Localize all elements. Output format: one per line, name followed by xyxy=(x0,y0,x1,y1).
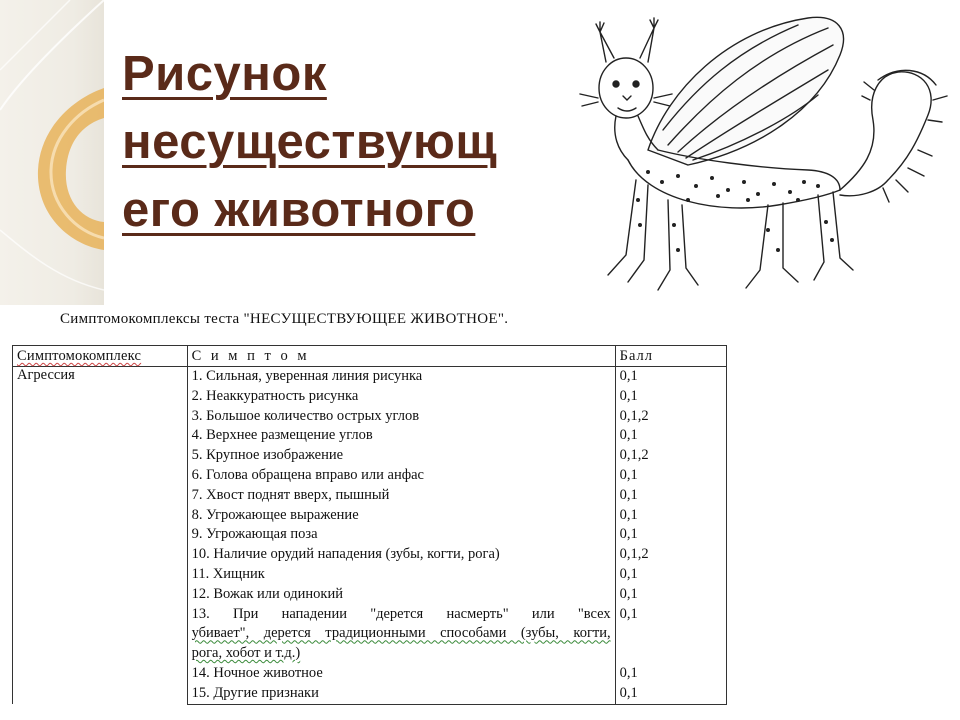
symptom-text: 7. Хвост поднят вверх, пышный xyxy=(191,486,390,503)
score-cell xyxy=(615,446,726,466)
symptom-cell xyxy=(187,506,615,526)
symptom-cell xyxy=(187,407,615,427)
symptom-text-line-3: рога, хобот и т.д.) xyxy=(191,645,301,662)
fantasy-animal-drawing-icon xyxy=(578,0,960,305)
table-row xyxy=(13,367,727,387)
header-group xyxy=(13,346,188,367)
symptom-text: 14. Ночное животное xyxy=(191,664,323,681)
score-text: 0,1 xyxy=(619,387,638,404)
symptom-text: 11. Хищник xyxy=(191,565,265,582)
score-cell xyxy=(615,486,726,506)
symptom-text: 5. Крупное изображение xyxy=(191,447,344,464)
score-cell xyxy=(615,407,726,427)
score-cell xyxy=(615,387,726,407)
score-cell xyxy=(615,605,726,664)
score-cell xyxy=(615,545,726,565)
score-text: 0,1,2 xyxy=(619,407,649,424)
symptom-cell xyxy=(187,664,615,684)
score-cell xyxy=(615,367,726,387)
symptom-text: 9. Угрожающая поза xyxy=(191,526,318,543)
score-text: 0,1 xyxy=(619,585,638,602)
symptom-text: 8. Угрожающее выражение xyxy=(191,506,359,523)
symptom-cell xyxy=(187,446,615,466)
score-text: 0,1 xyxy=(619,466,638,483)
header-group-label: Симптомокомплекс xyxy=(17,348,142,364)
score-cell xyxy=(615,466,726,486)
symptom-cell xyxy=(187,466,615,486)
symptom-cell xyxy=(187,486,615,506)
symptom-text-line-1: 13. При нападении "дерется насмерть" или "всех xyxy=(191,605,611,622)
symptom-text: 3. Большое количество острых углов xyxy=(191,407,420,424)
symptom-cell xyxy=(187,367,615,387)
symptom-text-line-2: убивает", дерется традиционными способами (зубы, когти, xyxy=(191,625,611,642)
symptom-cell xyxy=(187,684,615,704)
score-text: 0,1 xyxy=(619,664,638,681)
symptom-table xyxy=(12,345,727,705)
symptom-cell xyxy=(187,565,615,585)
symptom-text: 10. Наличие орудий нападения (зубы, когти, рога) xyxy=(191,546,500,563)
table-header-row xyxy=(13,346,727,367)
score-cell xyxy=(615,684,726,704)
symptom-text: 12. Вожак или одинокий xyxy=(191,585,343,602)
symptom-cell xyxy=(187,605,615,664)
header-symptom: С и м п т о м xyxy=(187,346,615,367)
score-text: 0,1,2 xyxy=(619,546,649,563)
score-cell xyxy=(615,565,726,585)
symptom-cell xyxy=(187,426,615,446)
score-text: 0,1 xyxy=(619,605,638,622)
decorative-swirl-icon xyxy=(0,0,104,305)
score-cell xyxy=(615,585,726,605)
symptom-text: 1. Сильная, уверенная линия рисунка xyxy=(191,368,423,384)
decorative-panel xyxy=(0,0,104,305)
symptom-text: 2. Неаккуратность рисунка xyxy=(191,387,359,404)
score-text: 0,1 xyxy=(619,427,638,444)
group-label: Агрессия xyxy=(17,367,75,383)
score-text: 0,1 xyxy=(619,684,638,701)
score-text: 0,1,2 xyxy=(619,447,649,464)
score-cell xyxy=(615,506,726,526)
score-text: 0,1 xyxy=(619,565,638,582)
score-text: 0,1 xyxy=(619,506,638,523)
title-line-2: несуществующ xyxy=(122,115,498,169)
symptom-cell xyxy=(187,585,615,605)
symptom-cell xyxy=(187,387,615,407)
title-line-3: его животного xyxy=(122,183,476,237)
symptom-cell xyxy=(187,545,615,565)
fantasy-animal-drawing xyxy=(578,0,960,305)
symptom-cell xyxy=(187,525,615,545)
title-line-1: Рисунок xyxy=(122,47,327,101)
score-text: 0,1 xyxy=(619,368,638,384)
score-cell xyxy=(615,525,726,545)
symptom-text: 4. Верхнее размещение углов xyxy=(191,427,373,444)
score-cell xyxy=(615,664,726,684)
symptom-text: 6. Голова обращена вправо или анфас xyxy=(191,466,424,483)
score-text: 0,1 xyxy=(619,526,638,543)
symptom-text: 15. Другие признаки xyxy=(191,684,319,701)
score-text: 0,1 xyxy=(619,486,638,503)
group-cell xyxy=(13,367,188,705)
header-score: Балл xyxy=(615,346,726,367)
table-caption: Симптомокомплексы теста "НЕСУЩЕСТВУЮЩЕЕ ЖИВОТНОЕ". xyxy=(60,311,509,327)
score-cell xyxy=(615,426,726,446)
page-title xyxy=(122,40,572,244)
